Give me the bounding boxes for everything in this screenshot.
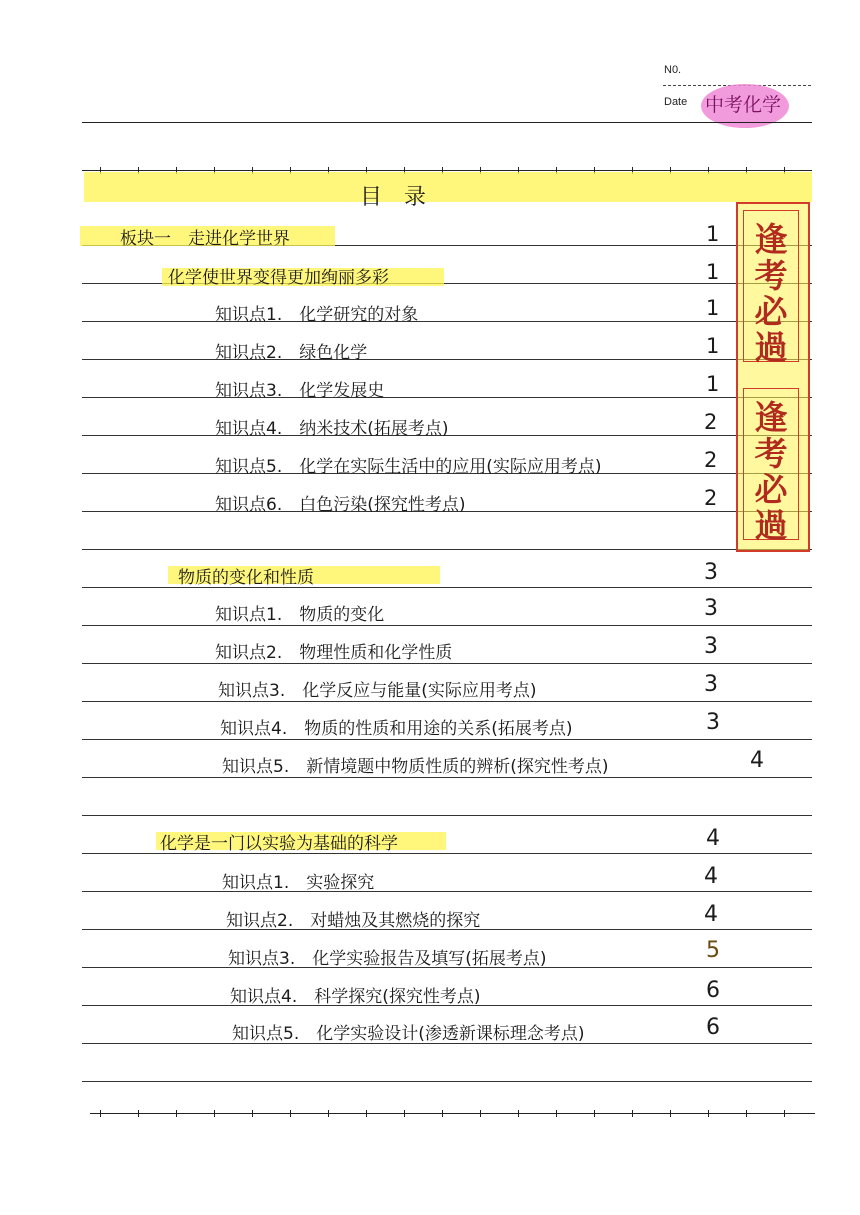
ruled-line xyxy=(82,777,812,778)
toc-item-page: 3 xyxy=(704,672,718,697)
ruler-tick xyxy=(252,1110,253,1117)
toc-item: 知识点2. 绿色化学 xyxy=(215,343,368,363)
ruler-tick xyxy=(784,1110,785,1117)
toc-item: 知识点1. 物质的变化 xyxy=(215,605,385,625)
no-label: N0. xyxy=(664,64,682,76)
ruler-tick xyxy=(594,1110,595,1117)
stamp-char: 逢 xyxy=(754,220,788,259)
toc-item: 知识点1. 化学研究的对象 xyxy=(215,305,419,325)
toc-item-page: 6 xyxy=(706,1015,720,1040)
ruled-line xyxy=(82,397,812,398)
toc-item: 知识点3. 化学反应与能量(实际应用考点) xyxy=(218,681,537,701)
section-page: 4 xyxy=(706,826,720,851)
toc-item: 知识点6. 白色污染(探究性考点) xyxy=(215,495,466,515)
title-highlight xyxy=(84,172,812,202)
section-title: 物质的变化和性质 xyxy=(178,568,314,588)
ruled-line xyxy=(82,663,812,664)
ruler-tick xyxy=(100,1110,101,1117)
ruled-line xyxy=(82,739,812,740)
ruled-line xyxy=(82,549,812,550)
date-label: Date xyxy=(664,96,688,108)
ruler-tick xyxy=(556,1110,557,1117)
toc-item: 知识点4. 纳米技术(拓展考点) xyxy=(215,419,449,439)
toc-item: 知识点3. 化学发展史 xyxy=(215,381,385,401)
bottom-border-line xyxy=(90,1113,815,1114)
toc-item: 知识点4. 科学探究(探究性考点) xyxy=(230,987,481,1007)
ruled-line xyxy=(82,1081,812,1082)
ruler-tick xyxy=(518,1110,519,1117)
module-heading: 板块一 走进化学世界 xyxy=(120,229,290,249)
toc-title: 目 录 xyxy=(360,185,427,210)
ruler-tick xyxy=(176,1110,177,1117)
toc-item: 知识点5. 化学在实际生活中的应用(实际应用考点) xyxy=(215,457,602,477)
toc-item-page: 4 xyxy=(704,902,718,927)
ruler-tick xyxy=(670,1110,671,1117)
toc-item: 知识点3. 化学实验报告及填写(拓展考点) xyxy=(228,949,547,969)
toc-item-page: 4 xyxy=(704,864,718,889)
ruled-line xyxy=(82,701,812,702)
toc-item: 知识点1. 实验探究 xyxy=(222,873,375,893)
toc-item-page: 2 xyxy=(704,410,718,434)
ruler-tick xyxy=(708,1110,709,1117)
toc-item-page: 2 xyxy=(704,448,718,472)
toc-item: 知识点4. 物质的性质和用途的关系(拓展考点) xyxy=(220,719,573,739)
ruled-line xyxy=(82,891,812,892)
ruler-tick xyxy=(480,1110,481,1117)
toc-item: 知识点5. 新情境题中物质性质的辨析(探究性考点) xyxy=(222,757,609,777)
section-page: 1 xyxy=(706,260,720,284)
toc-item-page: 5 xyxy=(706,938,720,963)
toc-item-page: 3 xyxy=(704,596,718,621)
ruled-line xyxy=(82,321,812,322)
ruled-line xyxy=(82,815,812,816)
toc-item: 知识点2. 物理性质和化学性质 xyxy=(215,643,453,663)
ruler-tick xyxy=(290,1110,291,1117)
toc-item-page: 2 xyxy=(704,486,718,510)
toc-item-page: 4 xyxy=(750,748,764,773)
toc-item-page: 3 xyxy=(706,710,720,735)
ruled-line xyxy=(82,625,812,626)
stamp-char: 考 xyxy=(754,256,788,295)
stamp-char: 過 xyxy=(754,506,788,545)
stamp-char: 過 xyxy=(754,328,788,367)
module-page: 1 xyxy=(706,222,720,246)
ruled-line xyxy=(82,359,812,360)
ruler-tick xyxy=(746,1110,747,1117)
stamp-char: 考 xyxy=(754,434,788,473)
ruler-tick xyxy=(214,1110,215,1117)
toc-item: 知识点2. 对蜡烛及其燃烧的探究 xyxy=(226,911,481,931)
toc-item-page: 1 xyxy=(706,334,720,358)
toc-item-page: 1 xyxy=(706,296,720,320)
ruler-tick xyxy=(632,1110,633,1117)
stamp-char: 必 xyxy=(754,292,788,331)
toc-item-page: 3 xyxy=(704,634,718,659)
section-page: 3 xyxy=(704,560,718,585)
date-stamp-text: 中考化学 xyxy=(705,94,782,116)
ruler-tick xyxy=(366,1110,367,1117)
ruler-tick xyxy=(138,1110,139,1117)
stamp-char: 必 xyxy=(754,470,788,509)
stamp-char: 逢 xyxy=(754,398,788,437)
section-title: 化学使世界变得更加绚丽多彩 xyxy=(168,268,389,288)
top-border-line xyxy=(82,170,812,171)
ruler-tick xyxy=(442,1110,443,1117)
ruler-tick xyxy=(404,1110,405,1117)
toc-item-page: 6 xyxy=(706,978,720,1003)
ruler-tick xyxy=(328,1110,329,1117)
section-title: 化学是一门以实验为基础的科学 xyxy=(160,834,398,854)
header-rule xyxy=(82,122,812,123)
toc-item-page: 1 xyxy=(706,372,720,396)
toc-item: 知识点5. 化学实验设计(渗透新课标理念考点) xyxy=(232,1024,585,1044)
